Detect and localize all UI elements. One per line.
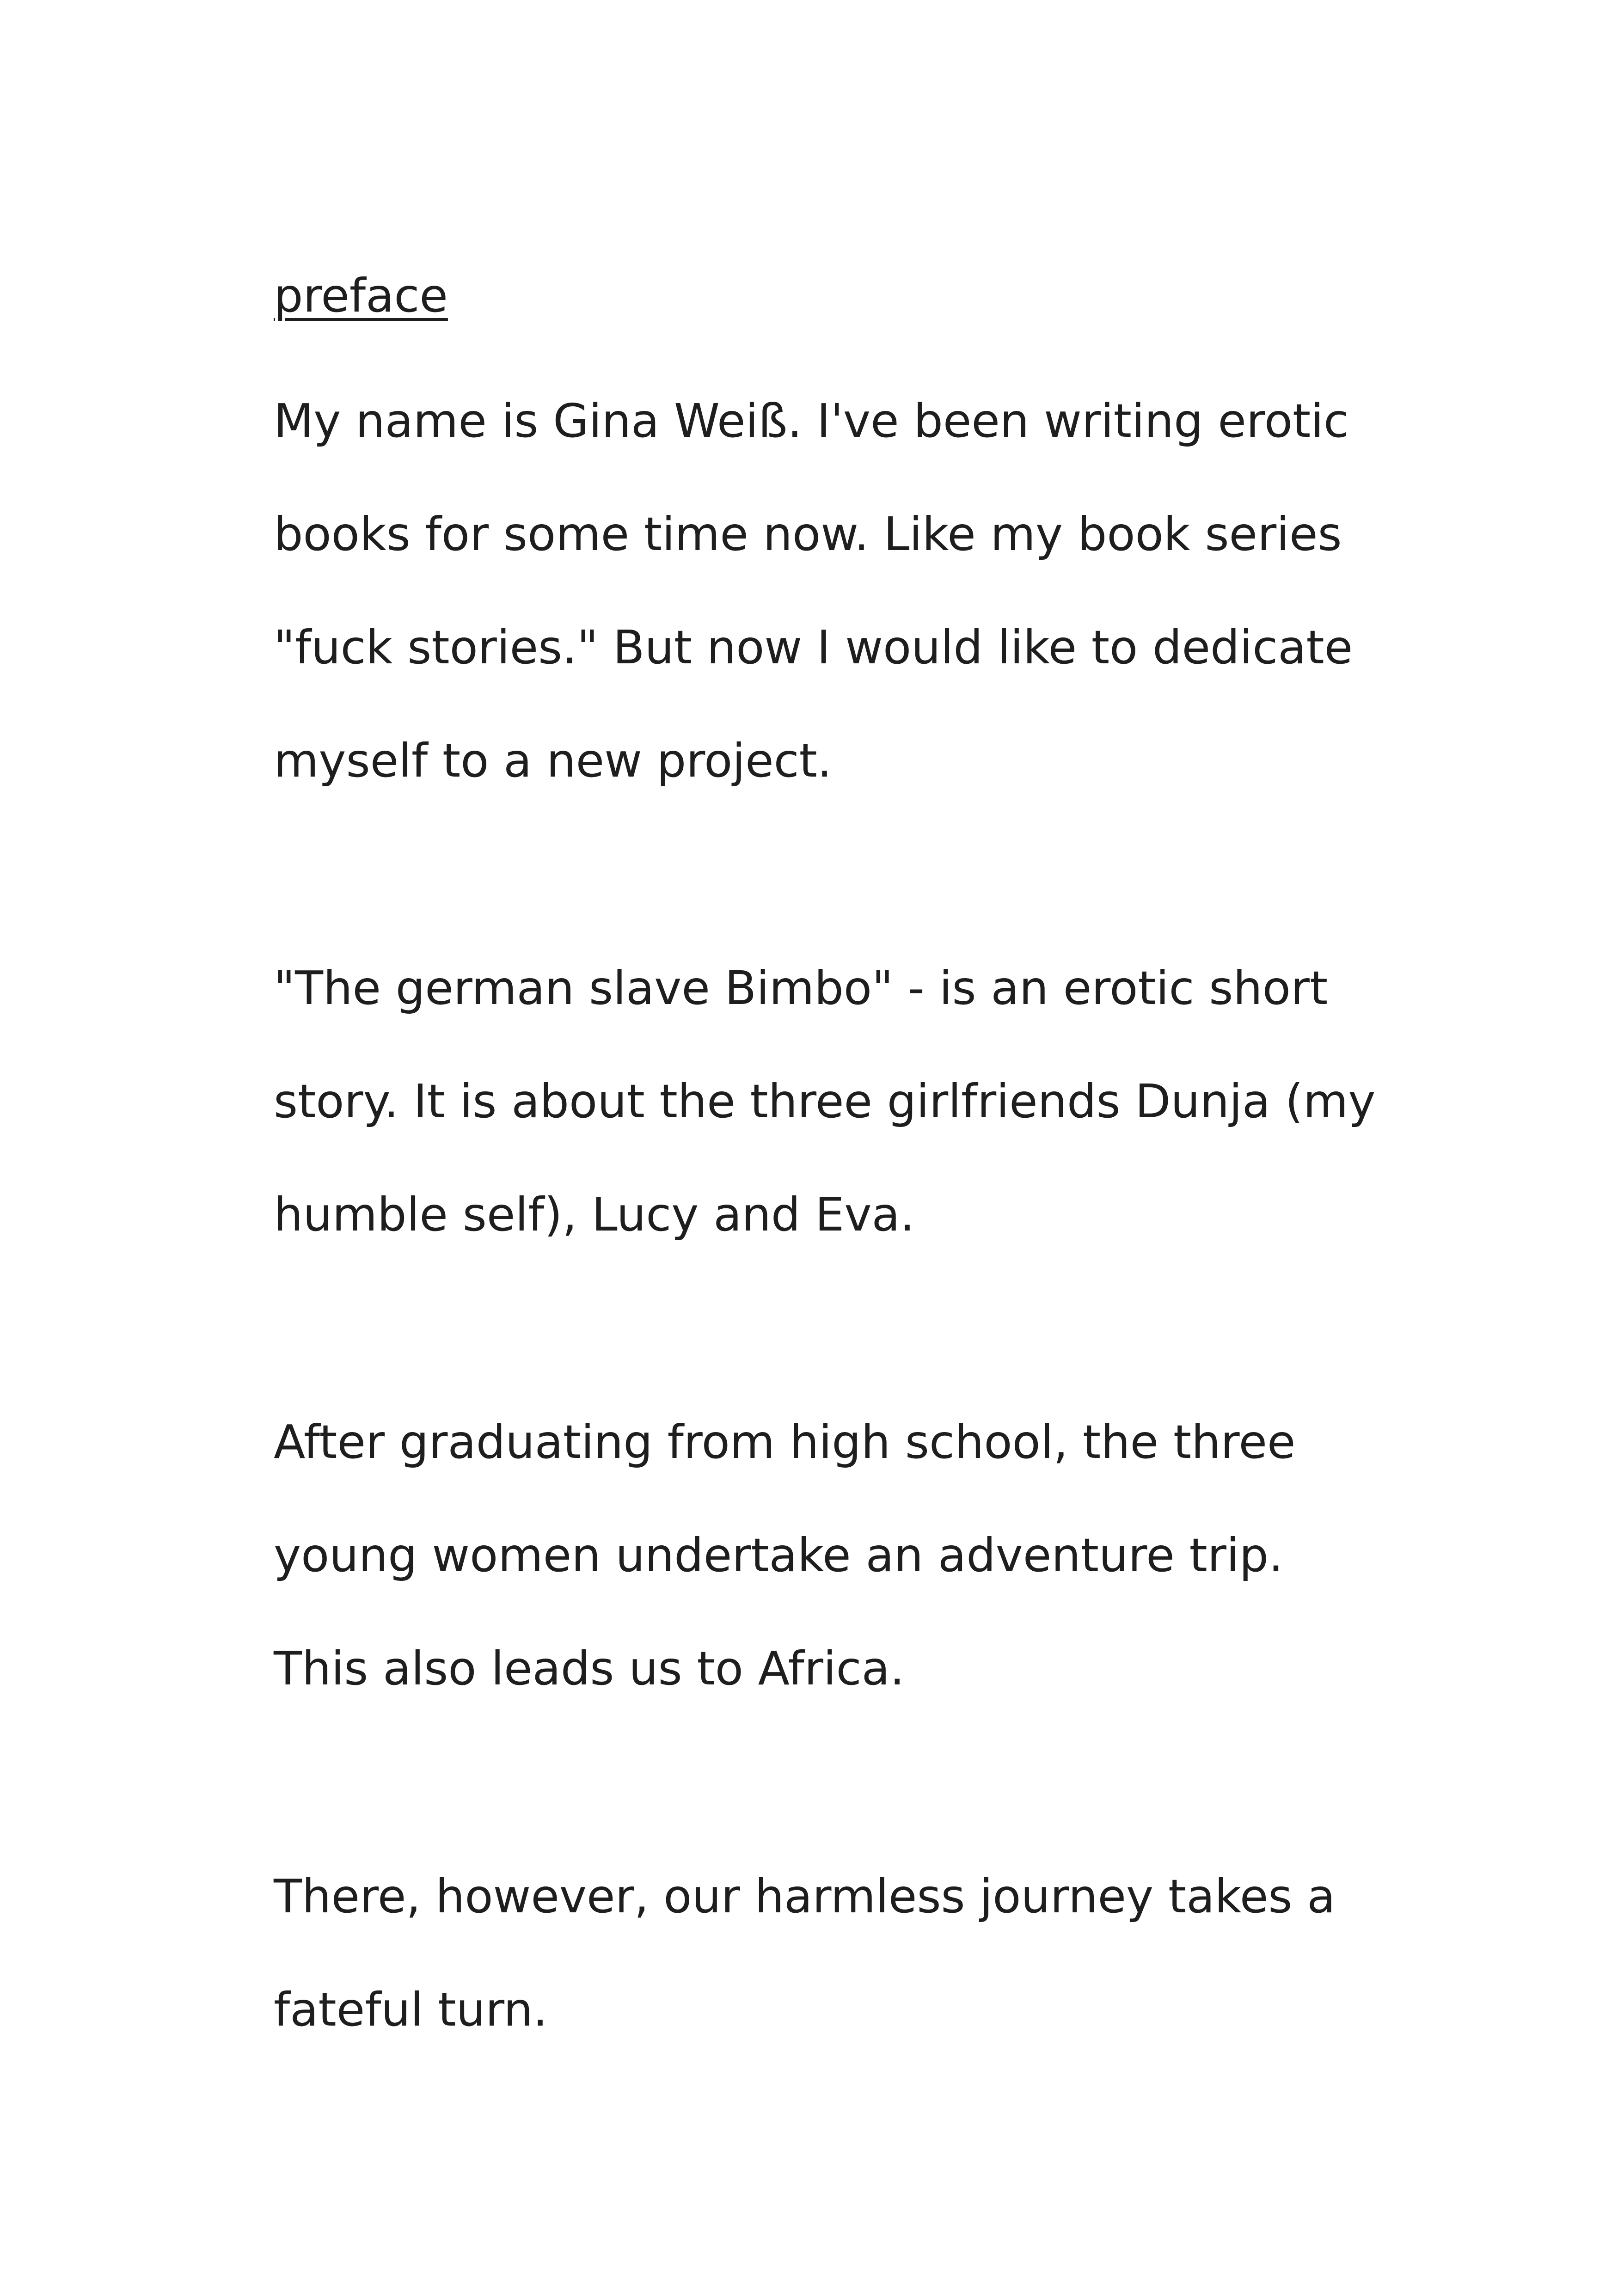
paragraph-line: After graduating from high school, the three <box>274 1415 1296 1469</box>
paragraph-line: humble self), Lucy and Eva. <box>274 1188 915 1242</box>
paragraph-story-summary <box>274 931 1383 1271</box>
paragraph-line: young women undertake an adventure trip. <box>274 1528 1283 1582</box>
preface-heading: preface <box>274 269 448 323</box>
paragraph-line: fateful turn. <box>274 1983 548 2037</box>
paragraph-line: "fuck stories." But now I would like to dedicate <box>274 620 1353 674</box>
paragraph-line: myself to a new project. <box>274 734 832 788</box>
paragraph-trip <box>274 1385 1383 1725</box>
paragraph-line: My name is Gina Weiß. I've been writing erotic <box>274 394 1349 448</box>
paragraph-line: story. It is about the three girlfriends Dunja (my <box>274 1074 1376 1128</box>
paragraph-introduction <box>274 364 1383 817</box>
paragraph-line: "The german slave Bimbo" - is an erotic short <box>274 961 1328 1015</box>
paragraph-line: books for some time now. Like my book series <box>274 507 1342 561</box>
paragraph-line: This also leads us to Africa. <box>274 1641 905 1696</box>
paragraph-turn <box>274 1840 1383 2066</box>
paragraph-line: There, however, our harmless journey takes a <box>274 1869 1336 1923</box>
